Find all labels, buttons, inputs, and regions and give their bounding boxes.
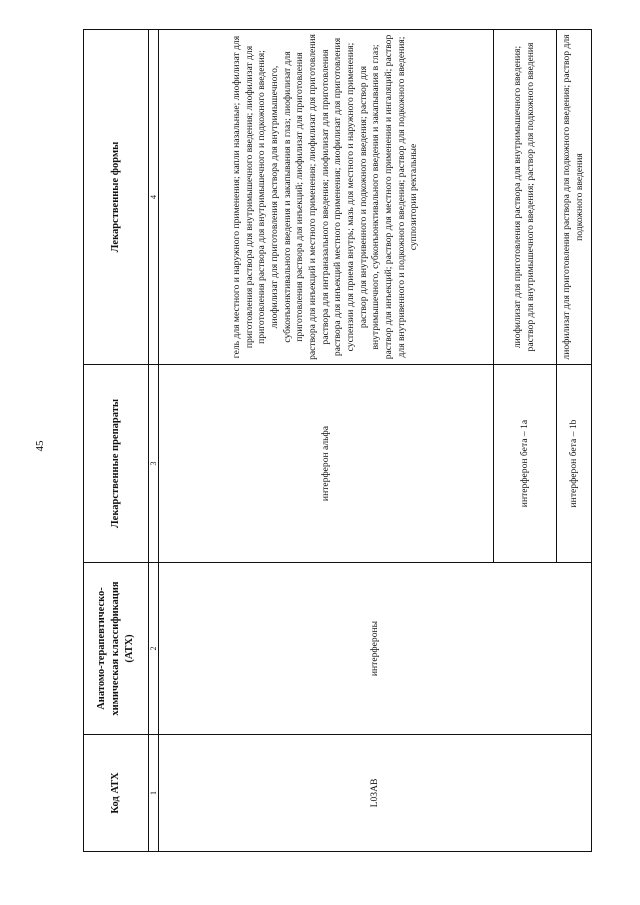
drug-table-frame	[83, 30, 585, 852]
drug-name-cell: интерферон альфа	[159, 365, 494, 563]
column-number-2: 2	[149, 563, 159, 735]
drug-name-cell: интерферон бета – 1a	[494, 365, 557, 563]
drug-table	[83, 29, 592, 852]
atc-classification-cell: интерфероны	[159, 563, 592, 735]
dosage-forms-cell: гель для местного и наружного применения; капли назальные; лиофилизат для приготовления раствора для внутримышечного введения; лиофилизат для приготовления раствора для внутримышечного и подкожного введения; лиофилизат для приготовления раствора для внутримышечного, субконъюнктивального введения и закапывания в глаз; лиофилизат для приготовления раствора для инъекций; лиофилизат для приготовления раствора для инъекций и местного применения; лиофилизат для приготовления раствора для интраназального введения; лиофилизат для приготовления раствора для инъекций местного применения; лиофилизат для приготовления суспензии для приема внутрь; мазь для местного и наружного применения; раствор для внутривенного и подкожного введения; раствор для внутримышечного, субконъюнктивального введения и закапывания в глаз; раствор для инъекций; раствор для местного применения и ингаляций; раствор для внутривенного и подкожного введения; раствор для подкожного введения; суппозитории ректальные	[159, 30, 494, 365]
column-number-1: 1	[149, 735, 159, 852]
page-number: 45	[34, 440, 46, 452]
drug-name-cell: интерферон бета – 1b	[557, 365, 592, 563]
column-number-3: 3	[149, 365, 159, 563]
column-number-4: 4	[149, 30, 159, 365]
column-number-row	[149, 30, 159, 852]
dosage-forms-cell: лиофилизат для приготовления раствора для внутримышечного введения; раствор для внутримышечного введения; раствор для подкожного введения	[494, 30, 557, 365]
table-header-row	[84, 30, 149, 852]
header-atc-classification: Анатомо-терапевтическо-химическая классификация (АТХ)	[84, 563, 149, 735]
table-row	[159, 30, 494, 852]
header-atc-code: Код АТХ	[84, 735, 149, 852]
atc-code-cell: L03AB	[159, 735, 592, 852]
dosage-forms-cell: лиофилизат для приготовления раствора для подкожного введения; раствор для подкожного введения	[557, 30, 592, 365]
header-dosage-forms: Лекарственные формы	[84, 30, 149, 365]
header-drugs: Лекарственные препараты	[84, 365, 149, 563]
drug-table-rotated	[83, 30, 585, 852]
